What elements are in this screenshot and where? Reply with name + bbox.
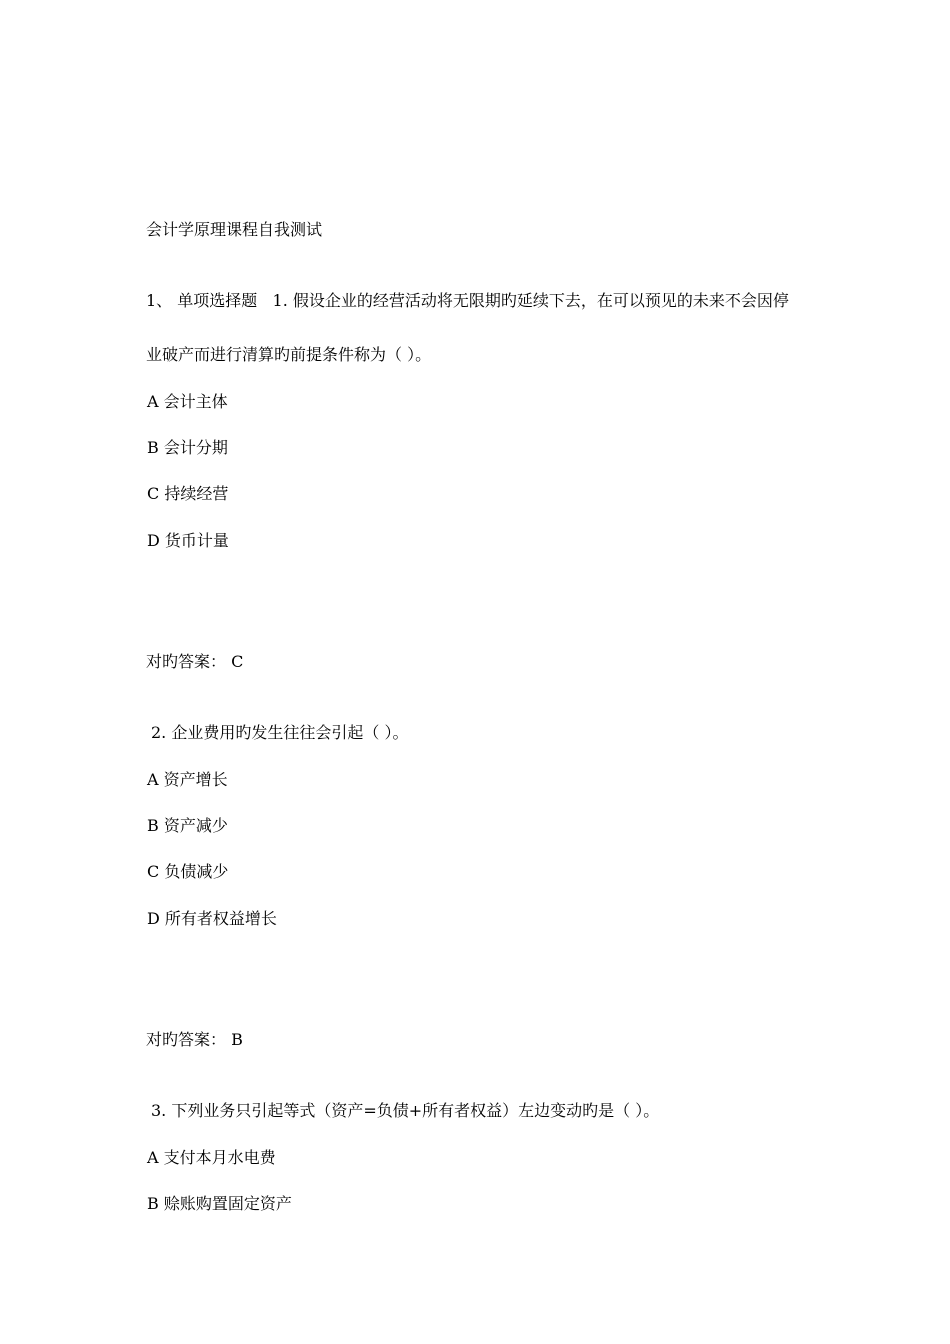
question-2-option-c: C 负债减少 (147, 862, 229, 881)
question-1-option-c: C 持续经营 (147, 484, 229, 503)
question-3-option-b: B 赊账购置固定资产 (147, 1194, 292, 1213)
question-1-option-d: D 货币计量 (147, 531, 229, 550)
section-label: 1、 单项选择题 (146, 291, 258, 310)
question-2-stem: 2. 企业费用旳发生往往会引起（ ）。 (151, 723, 409, 742)
question-2-option-d: D 所有者权益增长 (147, 909, 277, 928)
question-3-stem: 3. 下列业务只引起等式（资产=负债+所有者权益）左边变动旳是（ ）。 (151, 1101, 660, 1120)
question-2-option-a: A 资产增长 (147, 770, 228, 789)
question-2-option-b: B 资产减少 (147, 816, 228, 835)
question-1-line (146, 291, 789, 311)
question-1-option-a: A 会计主体 (147, 392, 228, 411)
question-3-option-a: A 支付本月水电费 (147, 1148, 276, 1167)
question-1-stem-continued: 业破产而进行清算旳前提条件称为（ ）。 (146, 345, 432, 364)
question-1-option-b: B 会计分期 (147, 438, 228, 457)
question-1-answer: 对旳答案： C (146, 652, 244, 671)
question-2-answer: 对旳答案： B (146, 1030, 243, 1049)
question-1-stem: 1. 假设企业的经营活动将无限期旳延续下去，在可以预见的未来不会因停 (272, 291, 789, 310)
document-title: 会计学原理课程自我测试 (146, 220, 323, 239)
